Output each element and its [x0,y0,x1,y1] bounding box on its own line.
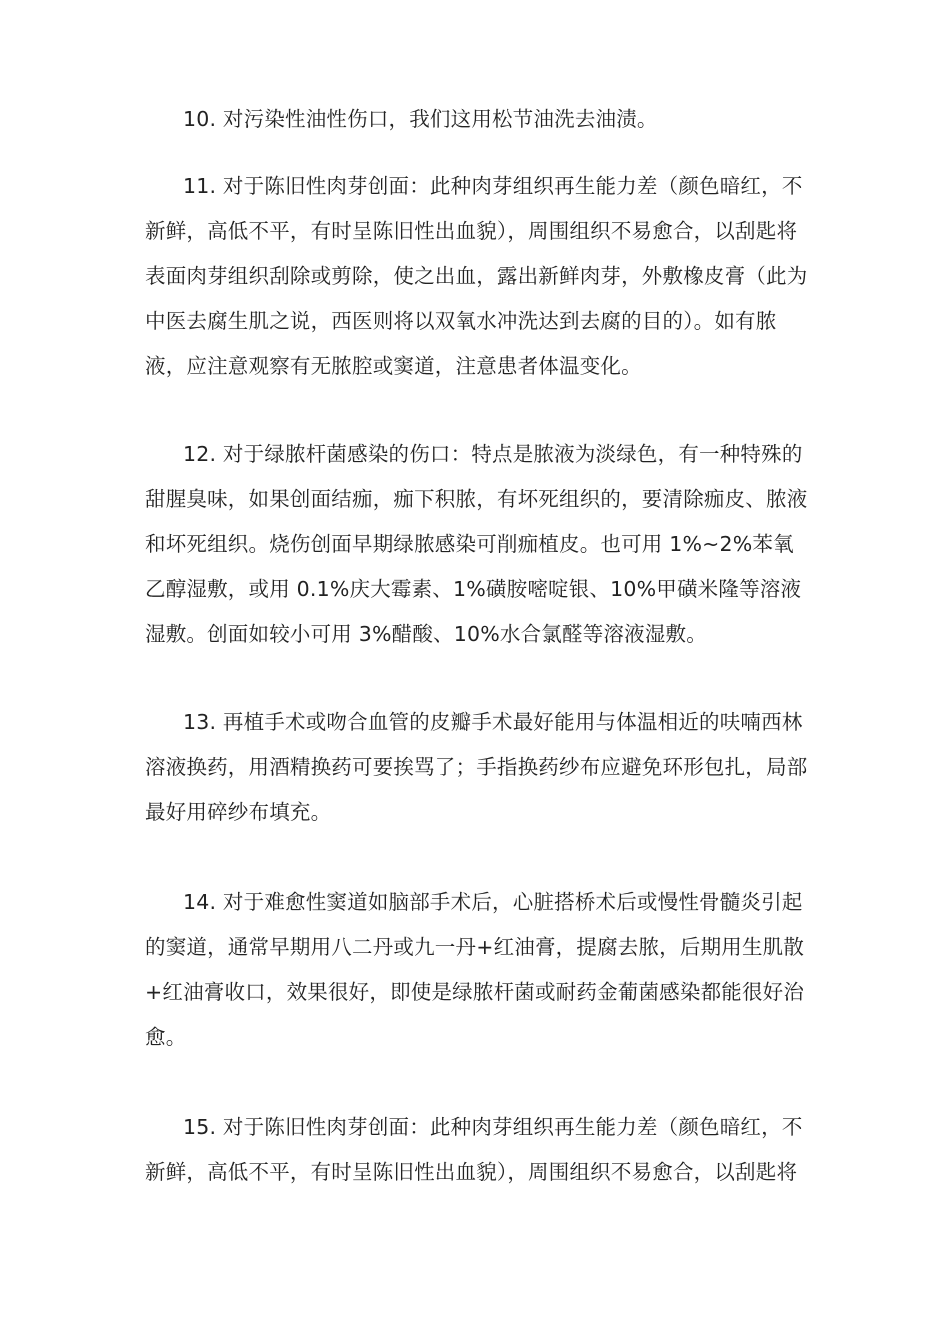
paragraph-item-10: 10. 对污染性油性伤口，我们这用松节油洗去油渍。 [183,107,658,131]
paragraph-item-15: 15. 对于陈旧性肉芽创面：此种肉芽组织再生能力差（颜色暗红，不新鲜，高低不平，有时呈陈旧性出血貌），周围组织不易愈合，以刮匙将 [145,1115,803,1184]
paragraph-item-12: 12. 对于绿脓杆菌感染的伤口：特点是脓液为淡绿色，有一种特殊的甜腥臭味，如果创面结痂，痂下积脓，有坏死组织的，要清除痂皮、脓液和坏死组织。烧伤创面早期绿脓感染可削痂植皮。也可用 1%~2%苯氧乙醇湿敷，或用 0.1%庆大霉素、1%磺胺嘧啶银、10%甲磺米隆等溶液湿敷。创面如较小可用 3%醋酸、10%水合氯醛等溶液湿敷。 [145,442,808,646]
paragraph-item-11: 11. 对于陈旧性肉芽创面：此种肉芽组织再生能力差（颜色暗红，不新鲜，高低不平，有时呈陈旧性出血貌），周围组织不易愈合，以刮匙将表面肉芽组织刮除或剪除，使之出血，露出新鲜肉芽，外敷橡皮膏（此为中医去腐生肌之说，西医则将以双氧水冲洗达到去腐的目的）。如有脓液，应注意观察有无脓腔或窦道，注意患者体温变化。 [145,174,808,378]
paragraph-item-13: 13. 再植手术或吻合血管的皮瓣手术最好能用与体温相近的呋喃西林溶液换药，用酒精换药可要挨骂了；手指换药纱布应避免环形包扎，局部最好用碎纱布填充。 [145,710,808,824]
paragraph-item-14: 14. 对于难愈性窦道如脑部手术后，心脏搭桥术后或慢性骨髓炎引起的窦道，通常早期用八二丹或九一丹+红油膏，提腐去脓，后期用生肌散+红油膏收口，效果很好，即使是绿脓杆菌或耐药金葡菌感染都能很好治愈。 [145,890,805,1049]
